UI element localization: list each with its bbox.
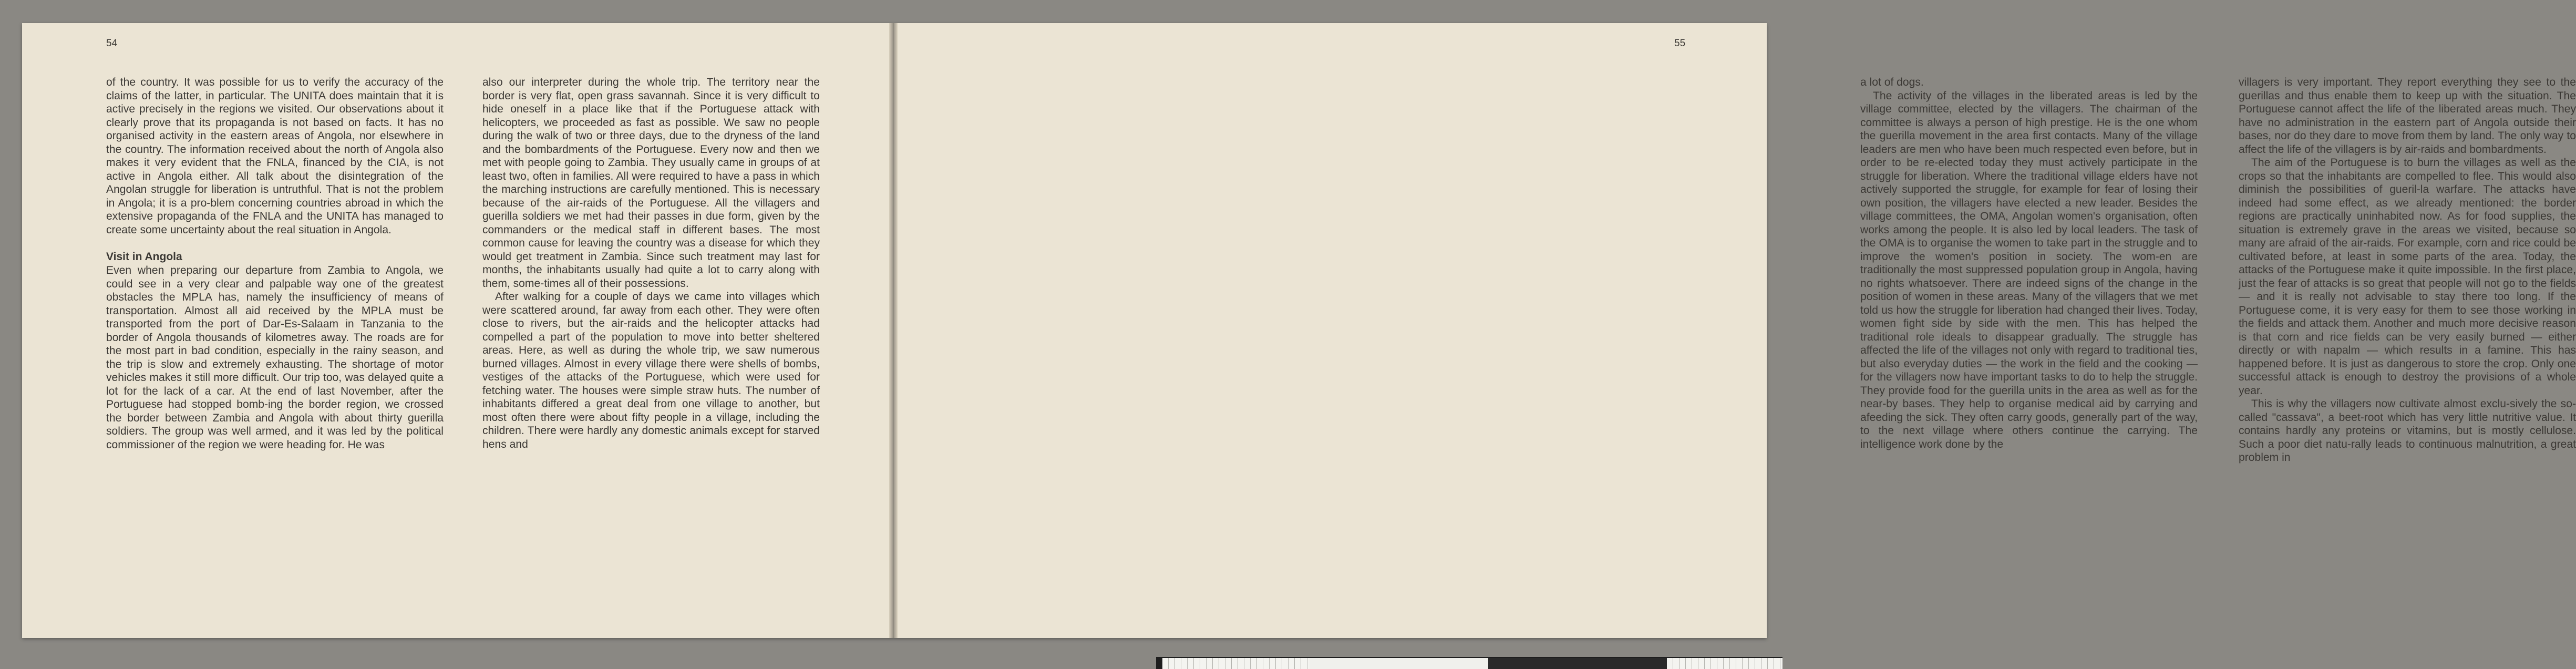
- paragraph: After walking for a couple of days we came into villages which were scattered around, far away from each other. They were often close to rivers, but the air-raids and the helicopter attacks had compelled a part of the population to move into better sheltered areas. Here, as well as during the whole trip, we saw numerous burned villages. Almost in every village there were shells of bombs, vestiges of the attacks of the Portuguese, which were used for fetching water. The houses were simple straw huts. The number of inhabitants differed a great deal from one village to another, but most often there were about fifty people in a village, including the children. There were hardly any domestic animals except for starved hens and: [482, 291, 820, 450]
- text-column-3: [1860, 76, 2198, 451]
- text-column-4: [2239, 76, 2576, 465]
- page-number-left: 54: [106, 38, 118, 49]
- ruler-segment: [1488, 658, 1667, 669]
- page-number-right: 55: [1674, 38, 1686, 49]
- paragraph: This is why the villagers now cultivate almost exclu-sively the so-called "cassava", a beet-root which has very little nutritive value. It contains hardly any proteins or vitamins, but is mostly cellulose. Such a poor diet natu-rally leads to continuous malnutrition, a great problem in: [2239, 398, 2576, 464]
- section-heading: Visit in Angola: [106, 251, 182, 263]
- text-column-2: [482, 76, 820, 451]
- ruler-segment: [1310, 658, 1488, 669]
- paragraph: Even when preparing our departure from Zambia to Angola, we could see in a very clear and palpable way one of the greatest obstacles the MPLA has, namely the insufficiency of means of transportation. Almost all aid received by the MPLA must be transported from the port of Dar-Es-Salaam in Tanzania to the border of Angola thousands of kilometres away. The roads are for the most part in bad condition, especially in the rainy season, and the trip is slow and extremely exhausting. The shortage of motor vehicles makes it still more difficult. Our trip too, was delayed quite a lot for the lack of a car. At the end of last November, after the Portuguese had stopped bomb-ing the border region, we crossed the border between Zambia and Angola with about thirty guerilla soldiers. The group was well armed, and it was led by the political commissioner of the region we were heading for. He was: [106, 264, 444, 451]
- ruler-segment: [1162, 658, 1310, 669]
- paragraph: The aim of the Portuguese is to burn the villages as well as the crops so that the inhabitants are compelled to flee. This would also diminish the possibilities of gueril-la warfare. The attacks have indeed had some effect, as we already mentioned: the border regions are practically uninhabited now. As for food supplies, the situation is extremely grave in the areas we visited, because so many are afraid of the air-raids. For example, corn and rice could be cultivated before, at least in some parts of the area. Today, the attacks of the Portuguese make it quite impossible. In the first place, just the fear of attacks is so great that people will not go to the fields — and it is really not advisable to stay there too long. If the Portuguese come, it is very easy for them to see those working in the fields and attack them. Another and much more decisive reason is that corn and rice fields can be very easily burned — either directly or with napalm — which results in a famine. This has happened before. It is just as dangerous to store the crop. Only one successful attack is enough to destroy the provisions of a whole year.: [2239, 157, 2576, 397]
- ruler-segment: [1667, 658, 1782, 669]
- paragraph: The activity of the villages in the liberated areas is led by the village committee, elected by the villagers. The chairman of the committee is always a person of high prestige. He is the one whom the guerilla movement in the area first contacts. Many of the village leaders are men who have been much respected even before, but in order to be re-elected today they must actively participate in the struggle for liberation. Where the traditional village elders have not actively supported the struggle, for example for fear of losing their own position, the villagers have elected a new leader. Besides the village committees, the OMA, Angolan women's organisation, often works among the people. It is also led by local leaders. The task of the OMA is to organise the women to take part in the struggle and to improve the women's position in society. The wom-en are traditionally the most suppressed population group in Angola, having no rights whatsoever. There are indeed signs of the change in the position of women in these areas. Many of the villagers that we met told us how the struggle for liberation had changed their lives. Today, women fight side by side with the men. This has helped the traditional role ideals to disappear gradually. The struggle has affected the life of the villages not only with regard to traditional ties, but also everyday duties — the work in the field and the cooking — for the villagers now have important tasks to do to help the struggle. They provide food for the guerilla units in the area as well as for the near-by bases. They help to organise medical aid by carrying and afeeding the sick. They often carry goods, generally part of the way, to the next village where others continue the carrying. The intelligence work done by the: [1860, 89, 2198, 450]
- book-spread: [22, 23, 2576, 638]
- left-page: [22, 23, 889, 638]
- paragraph: of the country. It was possible for us to verify the accuracy of the claims of the latter, in particular. The UNITA does maintain that it is active precisely in the regions we visited. Our observations about it clearly prove that its propaganda is not based on facts. It has no organised activity in the eastern areas of Angola, nor elsewhere in the country. The information received about the north of Angola also makes it very evident that the FNLA, financed by the CIA, is not active in Angola either. All talk about the disintegration of the Angolan struggle for liberation is untruthful. That is not the problem in Angola; it is a pro-blem concerning countries abroad in which the extensive propaganda of the FNLA and the UNITA has managed to create some uncertainty about the real situation in Angola.: [106, 76, 444, 236]
- paragraph: villagers is very important. They report everything they see to the guerillas and thus enable them to keep up with the situation. The Portuguese cannot affect the life of the liberated areas much. They have no administration in the eastern part of Angola outside their bases, nor do they dare to move from them by land. The only way to affect the life of the villagers is by air-raids and bombardments.: [2239, 76, 2576, 156]
- scale-ruler: [1156, 657, 1782, 669]
- text-column-1: [106, 76, 444, 451]
- book-gutter: [889, 23, 898, 638]
- paragraph: also our interpreter during the whole trip. The territory near the border is very flat, open grass savannah. Since it is very difficult to hide oneself in a place like that if the Portuguese attack with helicopters, we proceeded as fast as possible. We saw no people during the walk of two or three days, due to the dryness of the land and the bombardments of the Portuguese. Every now and then we met with people going to Zambia. They usually came in groups of at least two, often in families. All were required to have a pass in which the marching instructions are carefully mentioned. This is necessary because of the air-raids of the Portuguese. All the villagers and guerilla soldiers we met had their passes in due form, given by the commanders or the medical staff in different bases. The most common cause for leaving the country was a disease for which they would get treatment in Zambia. Since such treatment may last for months, the inhabitants usually had quite a lot to carry along with them, some-times all of their possessions.: [482, 76, 820, 290]
- right-page: [898, 23, 2576, 638]
- paragraph: a lot of dogs.: [1860, 76, 1924, 88]
